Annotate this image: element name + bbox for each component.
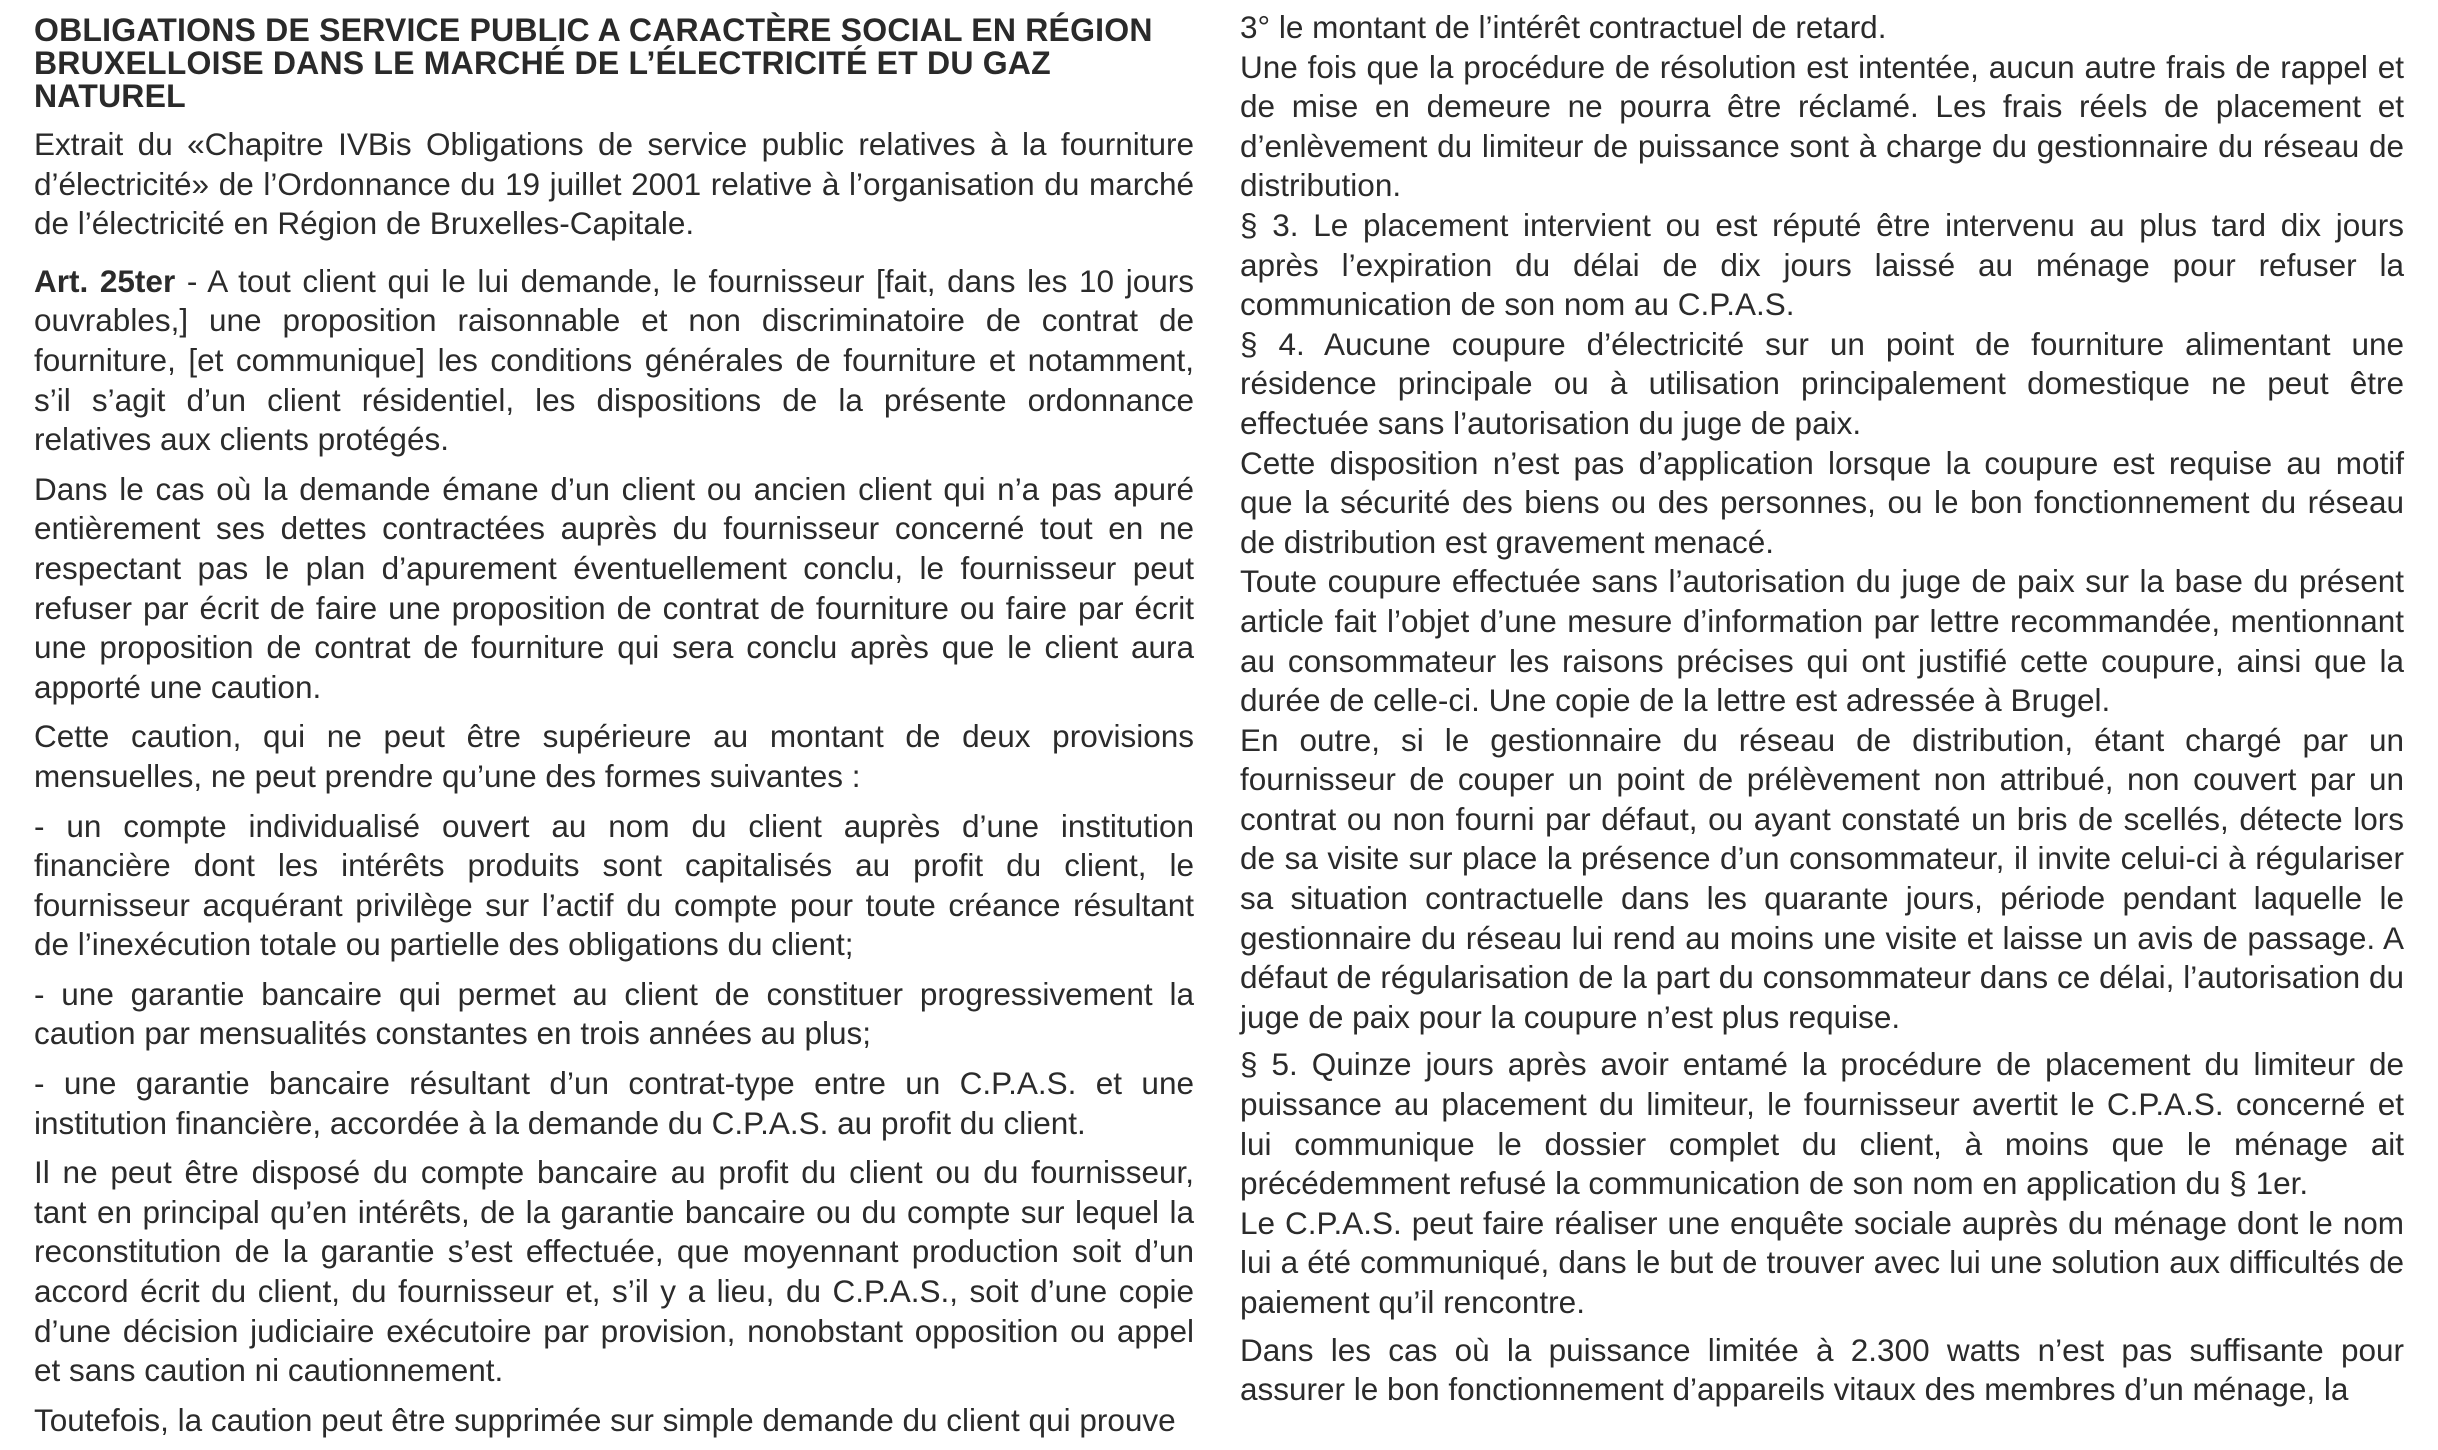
left-column: [34, 8, 1194, 1450]
intro-paragraph: Extrait du «Chapitre IVBis Obligations de service public relatives à la fourniture d’électricité» de l’Ordonnance du 19 juillet 2001 relative à l’organisation du marché de l’électricité en Région de Bruxelles-Capitale.: [34, 126, 1194, 242]
title-line-2: BRUXELLOISE DANS LE MARCHÉ DE L’ÉLECTRICITÉ ET DU GAZ NATUREL: [34, 45, 1051, 114]
article-text: - A tout client qui le lui demande, le fournisseur [fait, dans les 10 jours ouvrables,] une proposition raisonnable et non discriminatoire de contrat de fourniture, [et communique] les conditions générales de fourniture et notamment, s’il s’agit d’un client résidentiel, les dispositions de la présente ordonnance relatives aux clients protégés.: [34, 262, 1194, 458]
paragraph-toutefois: Toutefois, la caution peut être supprimée sur simple demande du client qui prouve: [34, 1401, 1176, 1438]
list-item-compte: - un compte individualisé ouvert au nom du client auprès d’une institution financière dont les intérêts produits sont capitalisés au profit du client, le fournisseur acquérant privilège sur l’actif du compte pour toute créance résultant de l’inexécution totale ou partielle des obligations du client;: [34, 807, 1194, 963]
paragraph-interet: 3° le montant de l’intérêt contractuel de retard.: [1240, 9, 1887, 45]
paragraph-section-3: § 3. Le placement intervient ou est réputé être intervenu au plus tard dix jours après l’expiration du délai de dix jours laissé au ménage pour refuser la communication de son nom au C.P.A.S.: [1240, 206, 2404, 323]
paragraph-puissance-limitee: Dans les cas où la puissance limitée à 2.300 watts n’est pas suffisante pour assurer le bon fonctionnement d’appareils vitaux des membres d’un ménage, la: [1240, 1331, 2404, 1408]
paragraph-exception: Cette disposition n’est pas d’application lorsque la coupure est requise au motif que la sécurité des biens ou des personnes, ou le bon fonctionnement du réseau de distribution est gravement menacé.: [1240, 444, 2404, 560]
paragraph-section-5: § 5. Quinze jours après avoir entamé la procédure de placement du limiteur de puissance au placement du limiteur, le fournisseur avertit le C.P.A.S. concerné et lui communique le dossier complet du client, à moins que le ménage ait précédemment refusé la communication de son nom en application du § 1er.: [1240, 1046, 2404, 1202]
paragraph-coupure: Toute coupure effectuée sans l’autorisation du juge de paix sur la base du présent article fait l’objet d’une mesure d’information par lettre recommandée, mentionnant au consommateur les raisons précises qui ont justifié cette coupure, ainsi que la durée de celle-ci. Une copie de la lettre est adressée à Brugel.: [1240, 563, 2404, 719]
title-line-1: OBLIGATIONS DE SERVICE PUBLIC A CARACTÈRE SOCIAL EN RÉGION: [34, 12, 1153, 48]
document-title: [34, 14, 1194, 113]
paragraph-section-4: § 4. Aucune coupure d’électricité sur un point de fourniture alimentant une résidence principale ou à utilisation principalement domestique ne peut être effectuée sans l’autorisation du juge de paix.: [1240, 325, 2404, 441]
paragraph-demande: Dans le cas où la demande émane d’un client ou ancien client qui n’a pas apuré entièrement ses dettes contractées auprès du fournisseur concerné tout en ne respectant pas le plan d’apurement éventuellement conclu, le fournisseur peut refuser par écrit de faire une proposition de contrat de fourniture ou faire par écrit une proposition de contrat de fourniture qui sera conclu après que le client aura apporté une caution.: [34, 470, 1194, 705]
paragraph-cpas-enquete: Le C.P.A.S. peut faire réaliser une enquête sociale auprès du ménage dont le nom lui a été communiqué, dans le but de trouver avec lui une solution aux difficultés de paiement qu’il rencontre.: [1240, 1204, 2404, 1320]
paragraph-caution: Cette caution, qui ne peut être supérieure au montant de deux provisions mensuelles, ne peut prendre qu’une des formes suivantes :: [34, 718, 1194, 794]
list-item-garantie-cpas: - une garantie bancaire résultant d’un contrat-type entre un C.P.A.S. et une institution financière, accordée à la demande du C.P.A.S. au profit du client.: [34, 1065, 1194, 1141]
list-item-garantie-bancaire: - une garantie bancaire qui permet au client de constituer progressivement la caution par mensualités constantes en trois années au plus;: [34, 975, 1194, 1052]
article-25ter-paragraph: [34, 262, 1194, 460]
right-column: [1240, 8, 2404, 1410]
article-label: Art. 25ter: [34, 262, 176, 299]
paragraph-disposition: Il ne peut être disposé du compte bancaire au profit du client ou du fournisseur, tant en principal qu’en intérêts, de la garantie bancaire ou du compte sur lequel la reconstitution de la garantie s’est effectuée, que moyennant production soit d’un accord écrit du client, du fournisseur et, s’il y a lieu, du C.P.A.S., soit d’une copie d’une décision judiciaire exécutoire par provision, nonobstant opposition ou appel et sans caution ni cautionnement.: [34, 1154, 1194, 1389]
paragraph-resolution: Une fois que la procédure de résolution est intentée, aucun autre frais de rappel et de mise en demeure ne pourra être réclamé. Les frais réels de placement et d’enlèvement du limiteur de puissance sont à charge du gestionnaire du réseau de distribution.: [1240, 48, 2404, 204]
paragraph-en-outre: En outre, si le gestionnaire du réseau de distribution, étant chargé par un fournisseur de couper un point de prélèvement non attribué, non couvert par un contrat ou non fourni par défaut, ou ayant constaté un bris de scellés, détecte lors de sa visite sur place la présence d’un consommateur, il invite celui-ci à régulariser sa situation contractuelle dans les quarante jours, période pendant laquelle le gestionnaire du réseau lui rend au moins une visite et laisse un avis de passage. A défaut de régularisation de la part du consommateur dans ce délai, l’autorisation du juge de paix pour la coupure n’est plus requise.: [1240, 721, 2404, 1035]
